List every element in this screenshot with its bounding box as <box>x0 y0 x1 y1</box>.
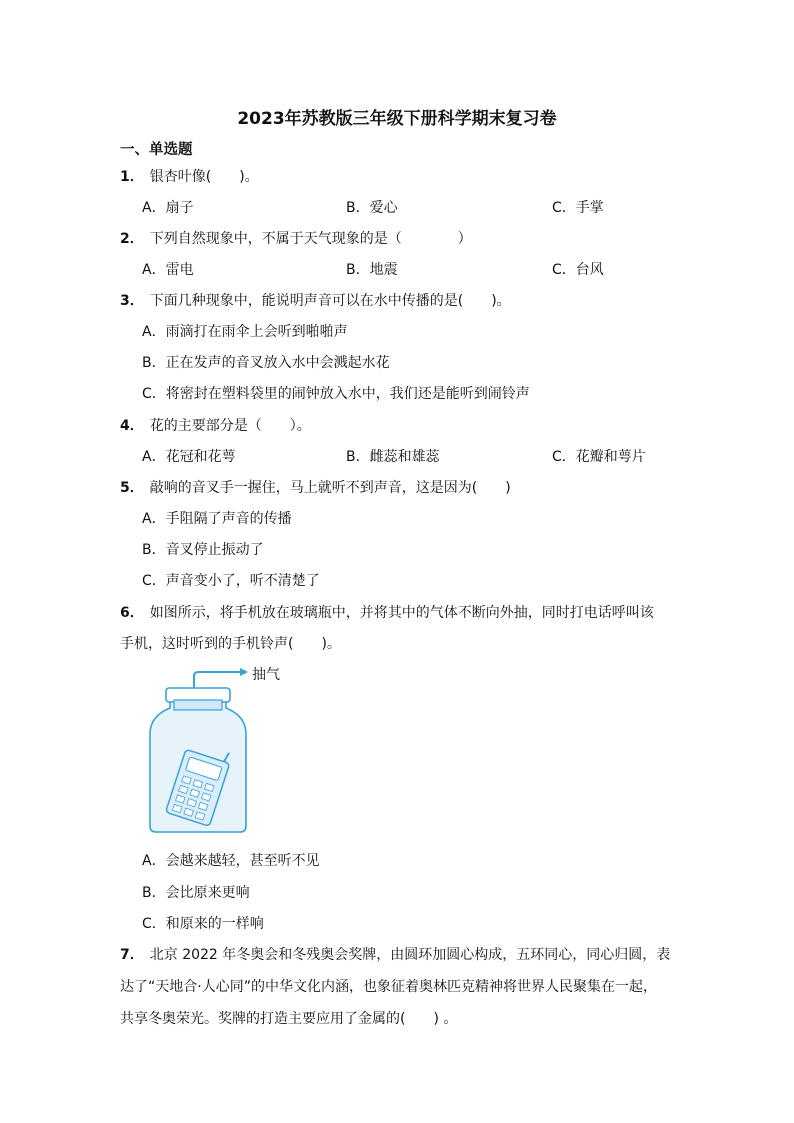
question-number: 7． <box>120 947 144 963</box>
q4-option-c: C．花瓣和萼片 <box>552 449 646 465</box>
q5-option-c: C．声音变小了，听不清楚了 <box>142 573 320 589</box>
question-4 <box>120 415 311 435</box>
question-1 <box>120 166 259 186</box>
q1-option-b: B．爱心 <box>346 200 398 216</box>
question-text: 敲响的音叉手一握住，马上就听不到声音，这是因为( ) <box>149 480 511 496</box>
q5-option-b: B．音叉停止振动了 <box>142 542 264 558</box>
question-3 <box>120 290 511 310</box>
q2-option-c: C．台风 <box>552 262 604 278</box>
question-6-line-2: 手机，这时听到的手机铃声( )。 <box>120 636 341 652</box>
question-6 <box>120 602 654 622</box>
question-text: 北京 2022 年冬奥会和冬残奥会奖牌，由圆环加圆心构成，五环同心，同心归圆，表 <box>149 947 671 963</box>
question-number: 3． <box>120 293 144 309</box>
q2-option-a: A．雷电 <box>142 262 194 278</box>
arrow-head-icon <box>240 668 248 676</box>
question-text: 银杏叶像( )。 <box>149 169 259 185</box>
question-text: 下面几种现象中，能说明声音可以在水中传播的是( )。 <box>149 293 511 309</box>
q6-option-b: B．会比原来更响 <box>142 885 250 901</box>
section-heading: 一、单选题 <box>120 142 193 158</box>
q3-option-b: B．正在发声的音叉放入水中会溅起水花 <box>142 355 390 371</box>
question-7 <box>120 944 670 964</box>
jar-phone-figure <box>142 664 292 834</box>
question-text: 下列自然现象中，不属于天气现象的是（ ） <box>149 231 472 247</box>
q3-option-a: A．雨滴打在雨伞上会听到啪啪声 <box>142 324 348 340</box>
question-text: 如图所示，将手机放在玻璃瓶中，并将其中的气体不断向外抽，同时打电话呼叫该 <box>149 605 654 621</box>
question-7-line-3: 共享冬奥荣光。奖牌的打造主要应用了金属的( ) 。 <box>120 1011 458 1027</box>
question-text: 花的主要部分是（ ）。 <box>149 418 311 434</box>
q6-option-c: C．和原来的一样响 <box>142 916 264 932</box>
q3-option-c: C．将密封在塑料袋里的闹钟放入水中，我们还是能听到闹铃声 <box>142 386 530 402</box>
jar-illustration <box>142 664 292 834</box>
question-5 <box>120 477 511 497</box>
air-pipe <box>194 672 224 688</box>
question-number: 1． <box>120 169 144 185</box>
figure-label: 抽气 <box>252 667 280 683</box>
page-title: 2023年苏教版三年级下册科学期末复习卷 <box>237 109 557 129</box>
q1-option-c: C．手掌 <box>552 200 604 216</box>
q4-option-b: B．雌蕊和雄蕊 <box>346 449 440 465</box>
q5-option-a: A．手阻隔了声音的传播 <box>142 511 292 527</box>
question-number: 5． <box>120 480 144 496</box>
stopper-neck <box>174 700 222 710</box>
question-number: 4． <box>120 418 144 434</box>
question-number: 2． <box>120 231 144 247</box>
q1-option-a: A．扇子 <box>142 200 194 216</box>
q6-option-a: A．会越来越轻，甚至听不见 <box>142 853 320 869</box>
question-number: 6． <box>120 605 144 621</box>
question-7-line-2: 达了“天地合·人心同”的中华文化内涵，也象征着奥林匹克精神将世界人民聚集在一起， <box>120 979 657 995</box>
question-2 <box>120 228 472 248</box>
q2-option-b: B．地震 <box>346 262 398 278</box>
q4-option-a: A．花冠和花萼 <box>142 449 236 465</box>
